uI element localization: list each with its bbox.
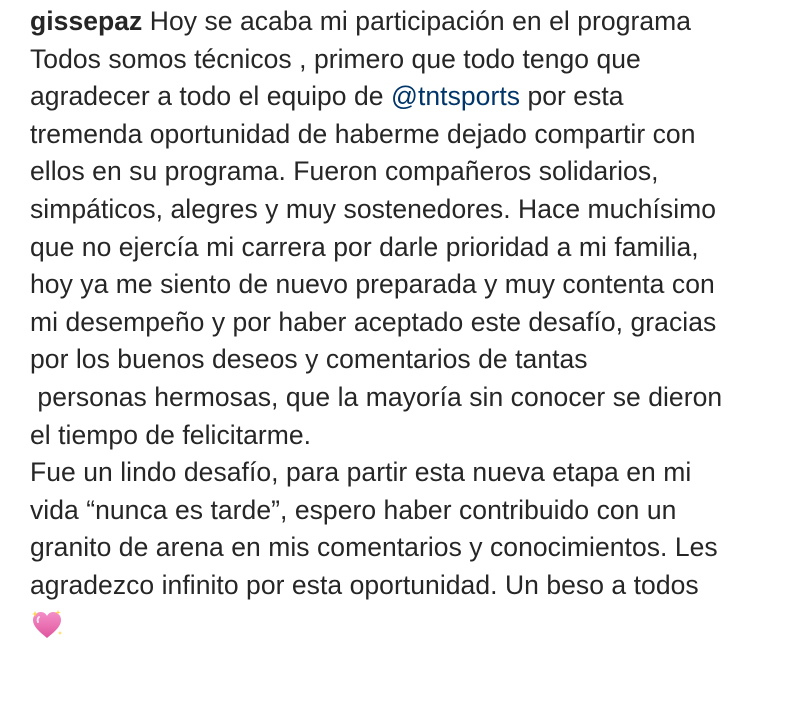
caption-line-6: simpáticos, alegres y muy sostenedores. Hace muchísimo — [30, 193, 717, 224]
caption-line-15: granito de arena en mis comentarios y conocimientos. Les — [30, 532, 718, 563]
caption-text: agradecer a todo el equipo de — [30, 81, 391, 112]
mention-link[interactable]: @tntsports — [391, 81, 521, 112]
caption-line-8: hoy ya me siento de nuevo preparada y muy contenta con — [30, 269, 715, 300]
username-link[interactable]: gissepaz — [30, 6, 143, 36]
caption-line-14: vida “nunca es tarde”, espero haber contribuido con un — [30, 494, 677, 525]
sparkling-heart-icon — [30, 609, 64, 641]
caption-line-1 — [30, 3, 790, 41]
caption-text: por esta — [520, 81, 624, 112]
caption-line-4: tremenda oportunidad de haberme dejado compartir con — [30, 118, 696, 149]
caption-line-10: por los buenos deseos y comentarios de tantas — [30, 344, 588, 375]
caption-text: Hoy se acaba mi participación en el programa — [142, 6, 692, 36]
caption-line-9: mi desempeño y por haber aceptado este desafío, gracias — [30, 306, 717, 337]
caption-line-16: agradezco infinito por esta oportunidad. Un beso a todos — [30, 569, 699, 600]
caption-line-12: el tiempo de felicitarme. — [30, 419, 312, 450]
post-caption — [30, 0, 790, 645]
caption-line-5: ellos en su programa. Fueron compañeros solidarios, — [30, 156, 659, 187]
caption-line-7: que no ejercía mi carrera por darle prioridad a mi familia, — [30, 231, 699, 262]
caption-line-3 — [30, 78, 790, 116]
caption-line-11: personas hermosas, que la mayoría sin conocer se dieron — [30, 381, 723, 412]
caption-line-2: Todos somos técnicos , primero que todo tengo que — [30, 43, 641, 74]
caption-line-13: Fue un lindo desafío, para partir esta nueva etapa en mi — [30, 457, 692, 488]
emoji-line — [30, 605, 790, 645]
